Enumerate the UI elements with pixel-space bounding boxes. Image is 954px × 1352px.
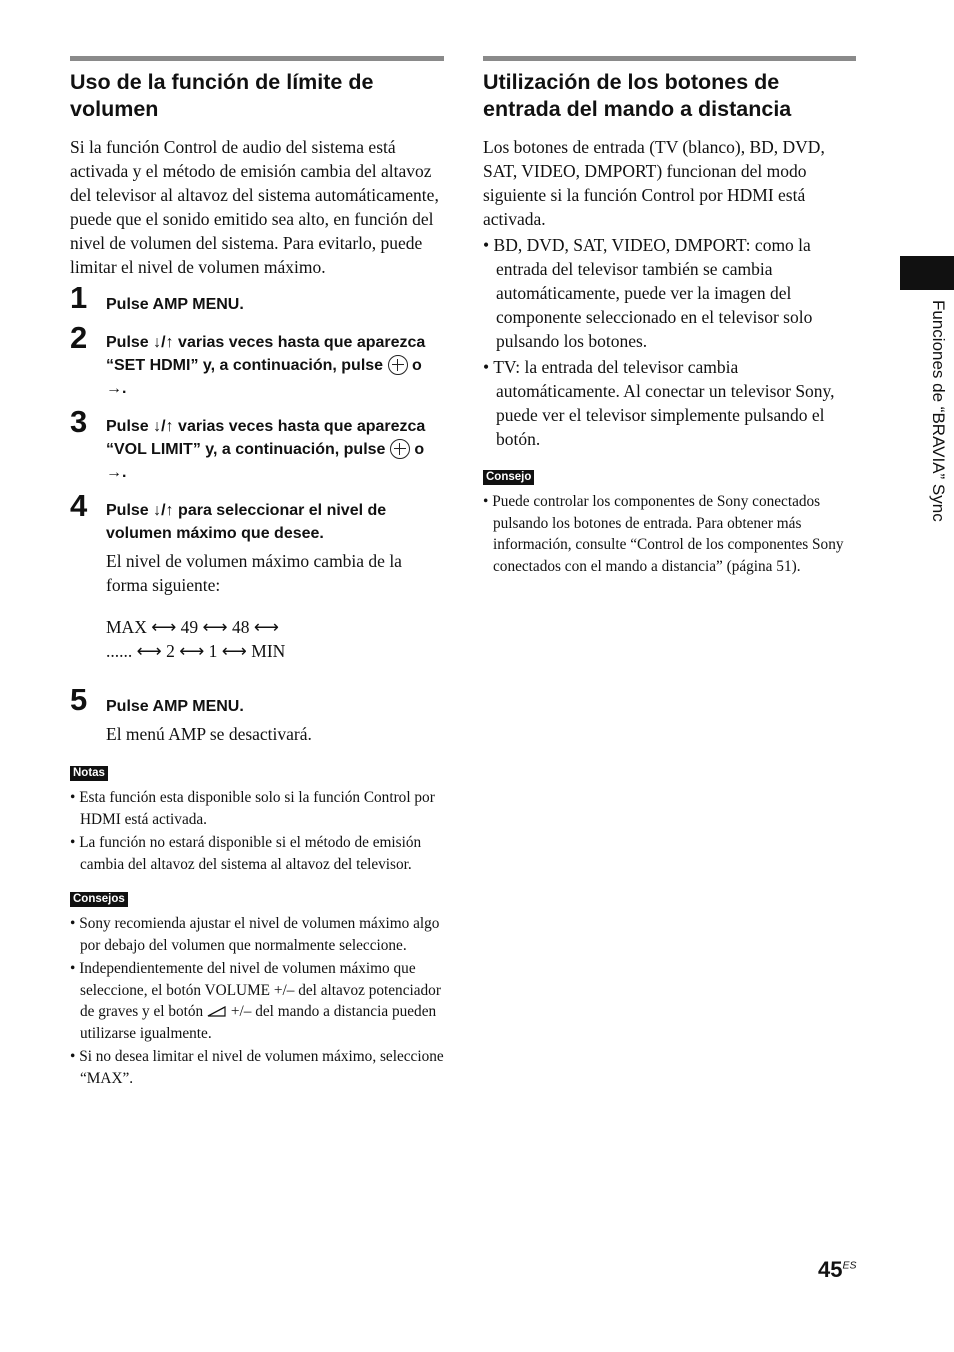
- step-2: [70, 320, 444, 400]
- volume-sequence: MAX ⟷ 49 ⟷ 48 ⟷ ...... ⟷ 2 ⟷ 1 ⟷ MIN: [106, 617, 286, 661]
- notes-label-row: [70, 763, 444, 781]
- section-heading: Utilización de los botones de entrada del mando a distancia: [483, 70, 792, 121]
- section-rule: [483, 56, 856, 61]
- side-tab-label: Funciones de “BRAVIA” Sync: [929, 300, 948, 522]
- tip-list: [483, 491, 856, 577]
- up-down-arrows-icon: ↓/↑: [153, 334, 174, 351]
- enter-button-icon: [390, 439, 410, 459]
- step-3: [70, 404, 444, 484]
- left-column: [70, 56, 444, 1091]
- list-item: • Esta función esta disponible solo si la función Control por HDMI está activada.: [70, 789, 435, 828]
- step-description: El nivel de volumen máximo cambia de la forma siguiente:: [106, 551, 402, 595]
- intro-paragraph: Los botones de entrada (TV (blanco), BD, DVD, SAT, VIDEO, DMPORT) funcionan del modo siguiente si la función Control por HDMI está activada.: [483, 137, 825, 229]
- list-item: • TV: la entrada del televisor cambia automáticamente. Al conectar un televisor Sony, puede ver el televisor simplemente pulsando el botón.: [483, 357, 835, 449]
- tips-label-row: [70, 889, 444, 907]
- notes-list: [70, 787, 444, 875]
- step-number: 3: [70, 404, 88, 439]
- step-number: 2: [70, 320, 88, 355]
- input-buttons-list: [483, 233, 856, 451]
- tip-label-row: [483, 467, 856, 485]
- section-heading: Uso de la función de límite de volumen: [70, 70, 374, 121]
- step-description: El menú AMP se desactivará.: [106, 724, 312, 744]
- side-tab-marker: [900, 256, 954, 290]
- enter-button-icon: [388, 355, 408, 375]
- right-arrow-icon: →: [106, 464, 122, 481]
- step-5: [70, 682, 444, 746]
- step-instruction: Pulse AMP MENU.: [106, 296, 244, 313]
- step-number: 4: [70, 488, 88, 523]
- up-down-arrows-icon: ↓/↑: [153, 418, 174, 435]
- up-down-arrows-icon: ↓/↑: [153, 502, 174, 519]
- page-number: $45^{ES}$: [818, 1257, 857, 1282]
- list-item: • La función no estará disponible si el método de emisión cambia del altavoz del sistema al altavoz del televisor.: [70, 834, 422, 873]
- right-column: [483, 56, 856, 579]
- step-instruction: Pulse ↓/↑ varias veces hasta que aparezca “SET HDMI” y, a continuación, pulse o →.: [106, 334, 426, 397]
- list-item: • Puede controlar los componentes de Sony conectados pulsando los botones de entrada. Para obtener más información, consulte “Control de los componentes Sony conectados con el mando a distancia” (página 51).: [483, 493, 844, 575]
- intro-paragraph: Si la función Control de audio del sistema está activada y el método de emisión cambia del altavoz del televisor al altavoz del sistema automáticamente, puede que el sonido emitido sea alto, en función del nivel de volumen del sistema. Para evitarlo, puede limitar el nivel de volumen máximo.: [70, 137, 439, 277]
- step-number: 5: [70, 682, 88, 717]
- right-arrow-icon: →: [106, 380, 122, 397]
- list-item: • Si no desea limitar el nivel de volumen máximo, seleccione “MAX”.: [70, 1048, 444, 1087]
- step-instruction: Pulse AMP MENU.: [106, 698, 244, 715]
- step-instruction: Pulse ↓/↑ varias veces hasta que aparezca “VOL LIMIT” y, a continuación, pulse o →.: [106, 418, 426, 481]
- step-1: [70, 280, 444, 316]
- list-item: • BD, DVD, SAT, VIDEO, DMPORT: como la entrada del televisor también se cambia automáticamente, puede ver la imagen del componente seleccionado en el televisor solo pulsando los botones.: [483, 235, 813, 351]
- bass-boost-icon: [207, 1005, 227, 1017]
- notes-label: Notas: [70, 766, 108, 781]
- step-instruction: Pulse ↓/↑ para seleccionar el nivel de volumen máximo que desee.: [106, 502, 387, 542]
- list-item: • Independientemente del nivel de volumen máximo que seleccione, el botón VOLUME +/– del altavoz potenciador de graves y el botón +/– del mando a distancia pueden utilizarse igualmente.: [70, 960, 441, 1042]
- tip-label: Consejo: [483, 470, 534, 485]
- tips-list: [70, 913, 444, 1089]
- tips-label: Consejos: [70, 892, 128, 907]
- step-4: [70, 488, 444, 663]
- section-rule: [70, 56, 444, 61]
- list-item: • Sony recomienda ajustar el nivel de volumen máximo algo por debajo del volumen que normalmente seleccione.: [70, 915, 440, 954]
- step-number: 1: [70, 280, 88, 315]
